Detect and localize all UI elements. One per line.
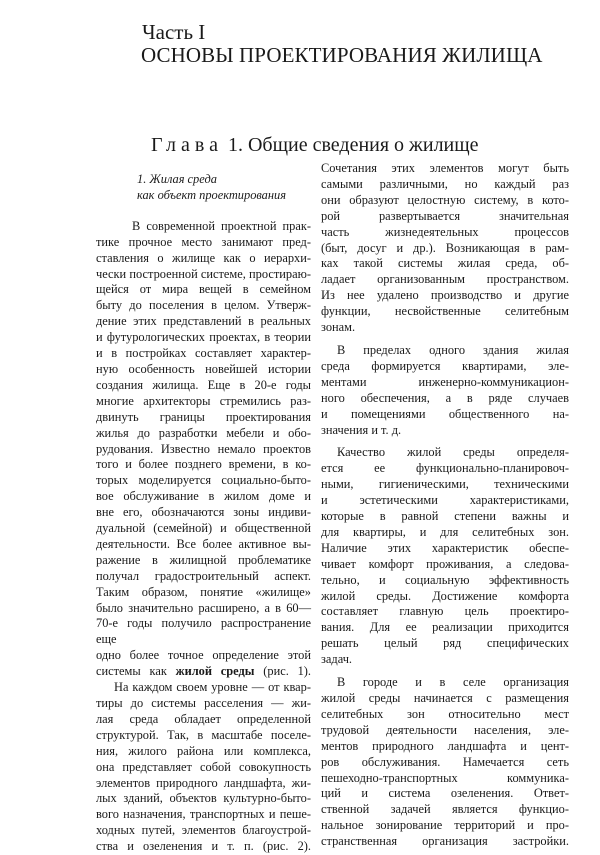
text-line: Таким образом, понятие «жилище» [96, 584, 311, 599]
text-line: быту до поселения в целом. Утверж- [96, 298, 311, 313]
text-line: было значительно расширено, а в 60— [96, 600, 311, 615]
text-line: составляет главную цель проектиро- [321, 604, 569, 619]
text-line: она представляет собой совокупность [96, 759, 311, 774]
text-line: структурой. Так, в масштабе поселе- [96, 727, 311, 742]
text-line: ния, жилого района или комплекса, [96, 743, 311, 758]
text-line: ладает организованным пространством. [321, 272, 569, 287]
left-paragraph-2 [96, 680, 311, 855]
text-line: задач. [321, 652, 353, 667]
left-paragraph-1-end [96, 664, 311, 680]
chapter-number: 1. [227, 134, 243, 156]
text-line: самыми различными, но каждый раз [321, 176, 569, 191]
spacer [321, 336, 569, 343]
text-line: элементов природного ландшафта, жи- [96, 775, 311, 790]
right-paragraph-1 [321, 161, 569, 336]
part-title: ОСНОВЫ ПРОЕКТИРОВАНИЯ ЖИЛИЩА [141, 43, 543, 67]
text-line: селитебных зон относительно мест [321, 706, 569, 721]
text-line: функции, несвойственные селитебным [321, 304, 569, 319]
text-line: пешеходно-транспортных коммуника- [321, 770, 569, 785]
text-line: Наличие этих характеристик обеспе- [321, 540, 569, 555]
text-line: торых моделируется социально-быто- [96, 473, 311, 488]
text-line: (быт, досуг и др.). Возникающая в рам- [321, 240, 569, 255]
text-line: деятельности. Все более активное вы- [96, 536, 311, 551]
text-line: странственная организация застройки. [321, 834, 569, 849]
text-line: для квартиры, и для селитебных зон. [321, 524, 569, 539]
text-line: ров обслуживания. Намечается сеть [321, 754, 569, 769]
text-line: нальное зонирование территорий и про- [321, 818, 569, 833]
chapter-prefix: Глава [151, 134, 223, 156]
text-line [96, 664, 311, 680]
right-paragraph-4 [321, 675, 569, 850]
text-line: ную особенность новейшей истории [96, 361, 311, 376]
text-line: значения и т. д. [321, 422, 402, 437]
right-paragraph-2 [321, 343, 569, 438]
text-line: зонам. [321, 320, 356, 335]
text-line: 70-е годы получило распространение еще [96, 616, 311, 647]
text-line: тике прочное место занимают пред- [96, 234, 311, 249]
section-title-line2: как объект проектирования [137, 187, 286, 202]
text-line: двинуть границы проектирования [96, 409, 311, 424]
text-line: щейся от мира вещей в семейном [96, 282, 311, 297]
text-line: многие архитекторы стремились раз- [96, 393, 311, 408]
text-line: дуальной (семейной) и общественной [96, 521, 311, 536]
right-column [321, 161, 569, 850]
text-line: ках такой системы жилая среда, об- [321, 256, 569, 271]
spacer [321, 438, 569, 445]
text-line: вне его, обозначаются зоны индиви- [96, 505, 311, 520]
text-line: рудования. Известно немало проектов [96, 441, 311, 456]
text-line: получал градостроительный аспект. [96, 568, 311, 583]
text-line: часть жизнедеятельных процессов [321, 224, 569, 239]
text-line: дение этих представлений в реальных [96, 314, 311, 329]
text-line: ций и система озеленения. Ответ- [321, 786, 569, 801]
left-paragraph-1 [96, 219, 311, 664]
part-label: Часть I [142, 20, 206, 44]
chapter-title [151, 133, 479, 157]
text-line: и помещениями общественного на- [321, 406, 569, 421]
text-line: рой развертывается значительная [321, 208, 569, 223]
text-line: чески построенной системе, простираю- [96, 266, 311, 281]
text-line: которые в равной степени важны и [321, 509, 569, 524]
text-line: того и более позднего времени, в ко- [96, 457, 311, 472]
text-line: ного обеспечения, а в ряде случаев [321, 390, 569, 405]
text-line: чивает комфорт проживания, а следова- [321, 556, 569, 571]
text-line: ными, гигиеническими, техническими [321, 477, 569, 492]
text-line: ментов природного ландшафта и цент- [321, 738, 569, 753]
term-bold: жилой среды [175, 664, 255, 679]
text-line: ется ее функционально-планировоч- [321, 461, 569, 476]
text-line: тельно, и социальную эффективность [321, 572, 569, 587]
text-line: Из нее удалено производство и другие [321, 288, 569, 303]
text-line: В пределах одного здания жилая [337, 342, 569, 357]
text-line: одно более точное определение этой [96, 648, 311, 663]
right-paragraph-3 [321, 445, 569, 668]
text-line: они образуют целостную систему, в кото- [321, 192, 569, 207]
text-fragment: (рис. 1). [254, 664, 311, 679]
text-line: ства и озеленения и т. п. (рис. 2). [96, 839, 311, 854]
text-line: жилой среды. Достижение комфорта [321, 588, 569, 603]
text-line: вое обслуживание в жилом доме и [96, 489, 311, 504]
spacer [321, 668, 569, 675]
text-line: жилья до разработки мебели и обо- [96, 425, 311, 440]
section-heading [137, 172, 311, 204]
text-line: и эстетическими характеристиками, [321, 493, 569, 508]
text-line: В современной проектной прак- [132, 218, 311, 233]
chapter-name: Общие сведения о жилище [247, 134, 479, 156]
text-line: ственной задачей является функцио- [321, 802, 569, 817]
text-line: трудовой деятельности населения, эле- [321, 722, 569, 737]
text-line: лых зданий, объектов культурно-быто- [96, 791, 311, 806]
text-line: вания. Для ее реализации приходится [321, 620, 569, 635]
text-line: и в постройках составляет характер- [96, 346, 311, 361]
text-line: среда формируется квартирами, эле- [321, 358, 569, 373]
text-line: тиры до системы расселения — жи- [96, 696, 311, 710]
section-title-line1: Жилая среда [149, 172, 217, 186]
text-line: и футурологических проектах, в теории [96, 330, 311, 345]
text-line: ходных путей, элементов благоустрой- [96, 823, 311, 838]
text-line: вого назначения, транспортных и пеше- [96, 807, 311, 822]
section-number: 1. [137, 172, 147, 186]
text-line: ставления о жилище как о иерархи- [96, 250, 311, 265]
text-line: создания жилища. Еще в 20-е годы [96, 377, 311, 392]
text-line: жилой среды начинается с размещения [321, 691, 569, 705]
text-line: На каждом своем уровне — от квар- [114, 680, 311, 695]
text-line: лая среда обладает определенной [96, 711, 311, 726]
text-line: Сочетания этих элементов могут быть [321, 161, 569, 175]
spacer [96, 204, 311, 219]
text-line: Качество жилой среды определя- [337, 445, 569, 460]
text-line: ментами инженерно-коммуникацион- [321, 374, 569, 389]
text-line: решать целый ряд специфических [321, 636, 569, 651]
text-line: В городе и в селе организация [337, 675, 569, 690]
left-column [96, 172, 311, 855]
text-line: ражение в жилищной проблематике [96, 552, 311, 567]
text-fragment: системы как [96, 664, 176, 679]
